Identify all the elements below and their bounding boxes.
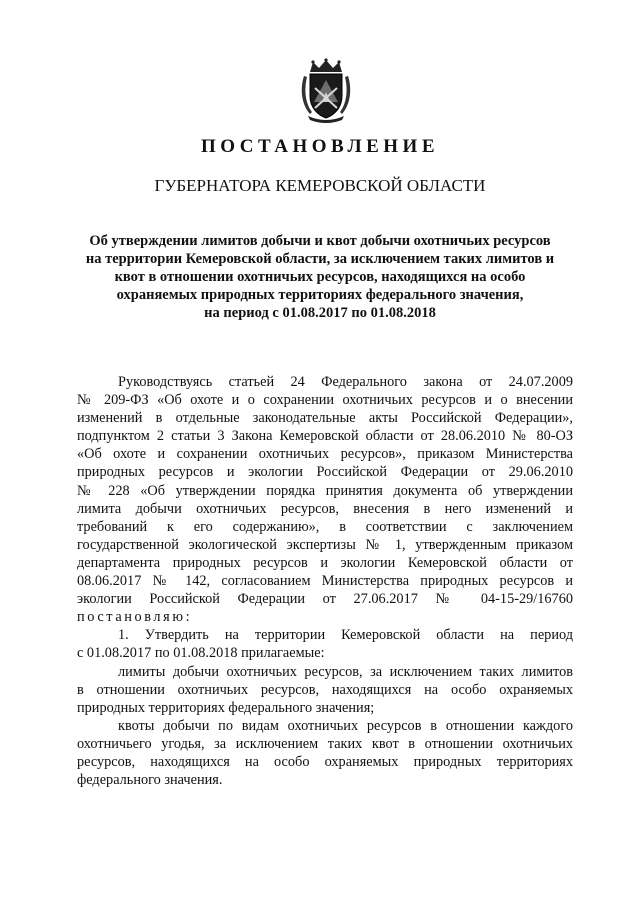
body-line: подпунктом 2 статьи 3 Закона Кемеровской области от 28.06.2010 № 80-ОЗ <box>77 428 573 445</box>
body-line: экологии Российской Федерации от 27.06.2017 № 04-15-29/16760 <box>77 591 573 608</box>
document-body <box>77 373 573 789</box>
clause-line: с 01.08.2017 по 01.08.2018 прилагаемые: <box>77 645 325 662</box>
clause-line: лимиты добычи охотничьих ресурсов, за исключением таких лимитов <box>118 663 573 680</box>
body-line: природных ресурсов и экологии Российской Федерации от 29.06.2010 <box>77 464 573 481</box>
body-line: № 228 «Об утверждении порядка принятия документа об утверждении <box>77 482 573 499</box>
heading-line: квот в отношении охотничьих ресурсов, находящихся на особо <box>114 269 526 285</box>
coat-of-arms-emblem <box>298 58 354 124</box>
body-line: «Об охоте и сохранении охотничьих ресурсов», приказом Министерства <box>77 446 573 463</box>
body-line: государственной экологической экспертизы № 1, утвержденным приказом <box>77 536 573 553</box>
heading-line: на период с 01.08.2017 по 01.08.2018 <box>204 305 436 321</box>
body-line: изменений в отдельные законодательные акты Российской Федерации», <box>77 410 573 427</box>
document-heading <box>60 232 580 322</box>
body-line: лимита добычи охотничьих ресурсов, внесения в него изменений и <box>77 500 573 517</box>
clause-line: в отношении охотничьих ресурсов, находящихся на особо охраняемых <box>77 681 573 698</box>
clause-line: квоты добычи по видам охотничьих ресурсов в отношении каждого <box>118 717 573 734</box>
heading-line: охраняемых природных территориях федерального значения, <box>116 287 524 303</box>
heading-line: Об утверждении лимитов добычи и квот добычи охотничьих ресурсов <box>89 233 551 249</box>
clause-line: охотничьего угодья, за исключением таких квот в отношении охотничьих <box>77 735 573 752</box>
decree-word: постановляю: <box>77 609 193 626</box>
document-subtitle: ГУБЕРНАТОРА КЕМЕРОВСКОЙ ОБЛАСТИ <box>154 176 486 195</box>
body-line: департамента природных ресурсов и экологии Кемеровской области от <box>77 554 573 571</box>
body-line: Руководствуясь статьей 24 Федерального закона от 24.07.2009 <box>118 374 573 390</box>
clause-line: 1. Утвердить на территории Кемеровской области на период <box>118 627 573 644</box>
heading-line: на территории Кемеровской области, за исключением таких лимитов и <box>85 251 555 267</box>
clause-line: федерального значения. <box>77 772 223 789</box>
document-title: ПОСТАНОВЛЕНИЕ <box>200 136 440 157</box>
body-line: № 209-ФЗ «Об охоте и о сохранении охотничьих ресурсов и о внесении <box>77 392 573 409</box>
clause-line: ресурсов, находящихся на особо охраняемых природных территориях <box>77 753 573 770</box>
body-line: требований к его содержанию», в соответствии с заключением <box>77 518 573 535</box>
body-line: 08.06.2017 № 142, согласованием Министерства природных ресурсов и <box>77 573 573 590</box>
clause-line: природных территориях федерального значения; <box>77 699 375 716</box>
